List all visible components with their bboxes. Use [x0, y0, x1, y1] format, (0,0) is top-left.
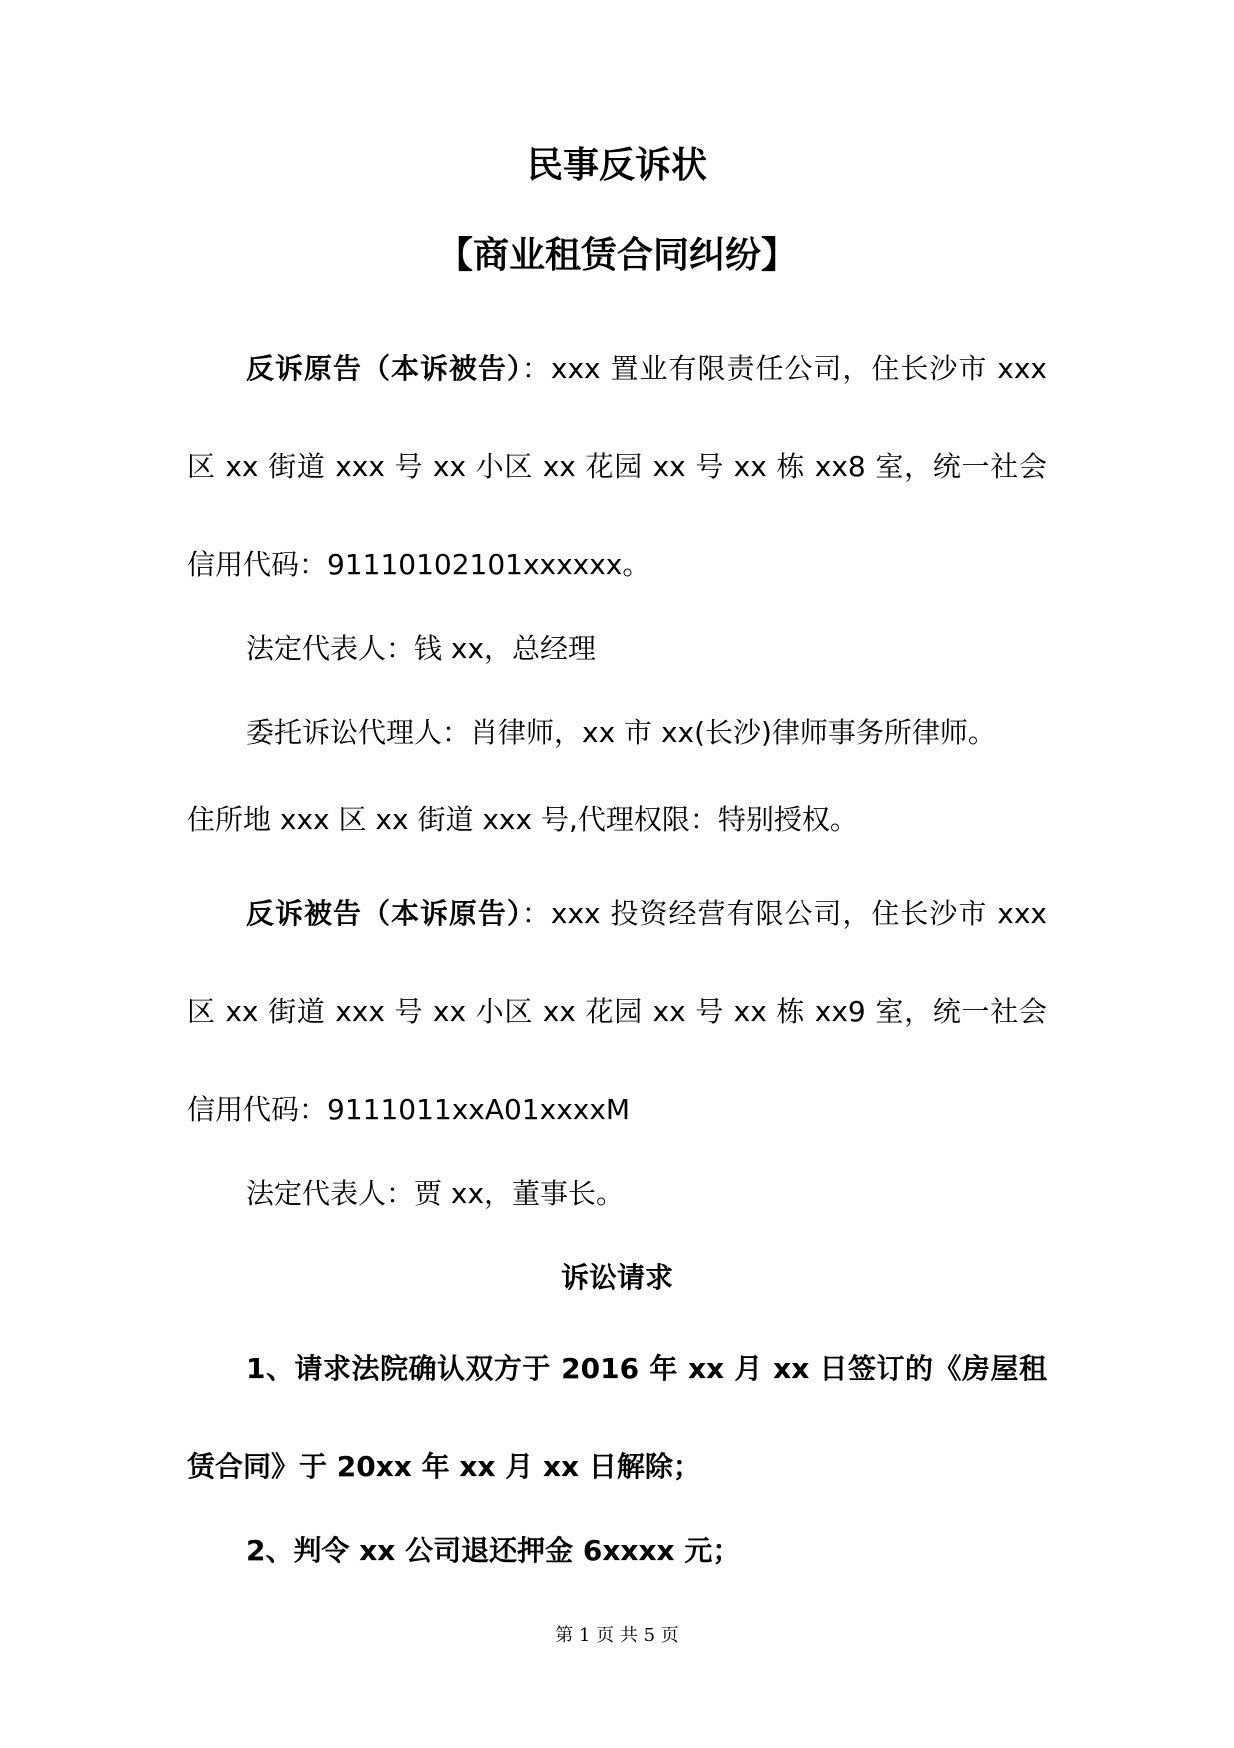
counter-defendant-text: ：xxx 投资经营有限公司，住长沙市 xxx 区 xx 街道 xxx 号 xx 小区 xx 花园 xx 号 xx 栋 xx9 室，统一社会信用代码：9111011xxA01xxxxM — [187, 897, 1047, 1126]
claim-item-2: 2、判令 xx 公司退还押金 6xxxx 元； — [246, 1534, 741, 1567]
document-body — [187, 320, 1047, 1593]
counter-plaintiff-text: ：xxx 置业有限责任公司，住长沙市 xxx 区 xx 街道 xxx 号 xx 小区 xx 花园 xx 号 xx 栋 xx8 室，统一社会信用代码：91110102101xxxxxx。 — [187, 352, 1047, 581]
counter-defendant-legal-rep: 法定代表人：贾 xx，董事长。 — [246, 1177, 625, 1210]
counter-plaintiff-legal-rep: 法定代表人：钱 xx，总经理 — [246, 632, 597, 665]
counter-defendant-paragraph — [187, 865, 1047, 1159]
counter-plaintiff-agent-line1: 委托诉讼代理人：肖律师，xx 市 xx(长沙)律师事务所律师。 — [246, 716, 996, 749]
counter-plaintiff-agent-line2: 住所地 xxx 区 xx 街道 xxx 号,代理权限：特别授权。 — [187, 803, 858, 836]
claim-item-1: 1、请求法院确认双方于 2016 年 xx 月 xx 日签订的《房屋租赁合同》于 20xx 年 xx 月 xx 日解除； — [187, 1352, 1047, 1483]
counter-plaintiff-paragraph — [187, 320, 1047, 614]
counter-defendant-label: 反诉被告（本诉原告） — [246, 897, 522, 930]
claims-heading: 诉讼请求 — [560, 1261, 673, 1294]
counter-plaintiff-label: 反诉原告（本诉被告） — [246, 352, 522, 385]
page-footer: 第 1 页 共 5 页 — [555, 1625, 679, 1646]
document-title: 民事反诉状 — [526, 145, 707, 186]
document-subtitle: 【商业租赁合同纠纷】 — [436, 235, 797, 276]
